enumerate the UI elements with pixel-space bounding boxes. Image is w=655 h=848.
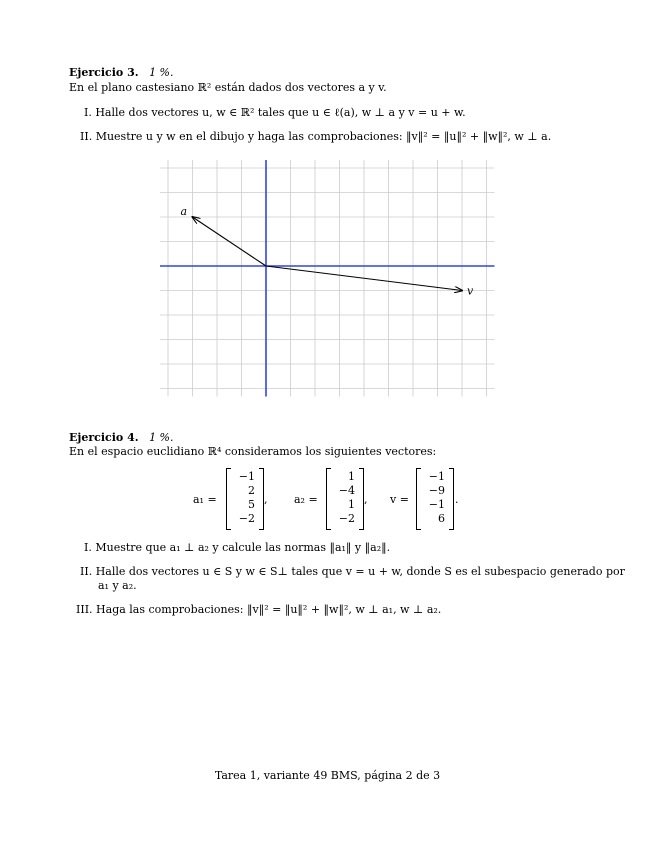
v-entry: −9	[428, 484, 445, 497]
ex4-intro: En el espacio euclidiano ℝ⁴ consideramos los siguientes vectores:	[69, 445, 437, 458]
ex3-item2-num: II.	[80, 130, 93, 143]
ex3-header	[69, 66, 174, 80]
ex4-weight: 1 %.	[149, 431, 174, 444]
v-matrix	[416, 468, 454, 530]
a2-entry: 1	[348, 498, 355, 511]
ex3-item2	[80, 130, 551, 144]
v-entry: 6	[438, 512, 445, 525]
ex4-item2-num: II.	[80, 565, 93, 578]
vector-a-label: a	[180, 205, 188, 218]
ex3-intro: En el plano castesiano ℝ² están dados dos vectores a y v.	[69, 81, 387, 94]
a1-entry: −2	[238, 512, 255, 525]
ex4-item3-text: Haga las comprobaciones: ‖v‖² = ‖u‖² + ‖w‖², w ⊥ a₁, w ⊥ a₂.	[96, 603, 442, 616]
a1-entry: 2	[248, 484, 255, 497]
ex3-weight: 1 %.	[149, 66, 174, 79]
v-label: v =	[390, 493, 409, 506]
a2-entry: −2	[338, 512, 355, 525]
plot-grid	[160, 160, 495, 397]
vector-plot	[150, 150, 510, 410]
ex4-item2-text: Halle dos vectores u ∈ S y w ∈ S⊥ tales que v = u + w, donde S es el subespacio generado por	[95, 565, 625, 578]
ex3-item2-text: Muestre u y w en el dibujo y haga las comprobaciones: ‖v‖² = ‖u‖² + ‖w‖², w ⊥ a.	[95, 130, 552, 143]
a1-entry: −1	[238, 470, 255, 483]
a2-entry: −4	[338, 484, 355, 497]
a2-label: a₂ =	[294, 493, 318, 506]
ex4-item2-cont: a₁ y a₂.	[98, 579, 137, 592]
ex4-item2	[80, 565, 625, 579]
ex4-title: Ejercicio 4.	[69, 431, 139, 444]
a1-comma: ,	[264, 493, 268, 506]
a1-matrix	[226, 468, 264, 530]
a2-comma: ,	[364, 493, 368, 506]
a2-matrix	[326, 468, 364, 530]
page-footer: Tarea 1, variante 49 BMS, página 2 de 3	[214, 769, 441, 782]
ex3-title: Ejercicio 3.	[69, 66, 139, 79]
ex3-item1-text: Halle dos vectores u, w ∈ ℝ² tales que u ∈ ℓ(a), w ⊥ a y v = u + w.	[95, 106, 466, 119]
ex3-item1	[84, 106, 466, 120]
ex4-item1-text: Muestre que a₁ ⊥ a₂ y calcule las normas ‖a₁‖ y ‖a₂‖.	[95, 541, 391, 554]
ex4-item3	[76, 603, 441, 617]
a1-label: a₁ =	[193, 493, 217, 506]
v-entry: −1	[428, 470, 445, 483]
ex4-item1-num: I.	[84, 541, 92, 554]
a2-entry: 1	[348, 470, 355, 483]
v-period: .	[455, 493, 459, 506]
ex4-header	[69, 431, 174, 445]
ex3-item1-num: I.	[84, 106, 92, 119]
ex4-item1	[84, 541, 390, 555]
v-entry: −1	[428, 498, 445, 511]
ex4-item3-num: III.	[76, 603, 93, 616]
plot-axes	[160, 160, 495, 397]
vector-v-label: v	[467, 284, 474, 298]
a1-entry: 5	[248, 498, 255, 511]
